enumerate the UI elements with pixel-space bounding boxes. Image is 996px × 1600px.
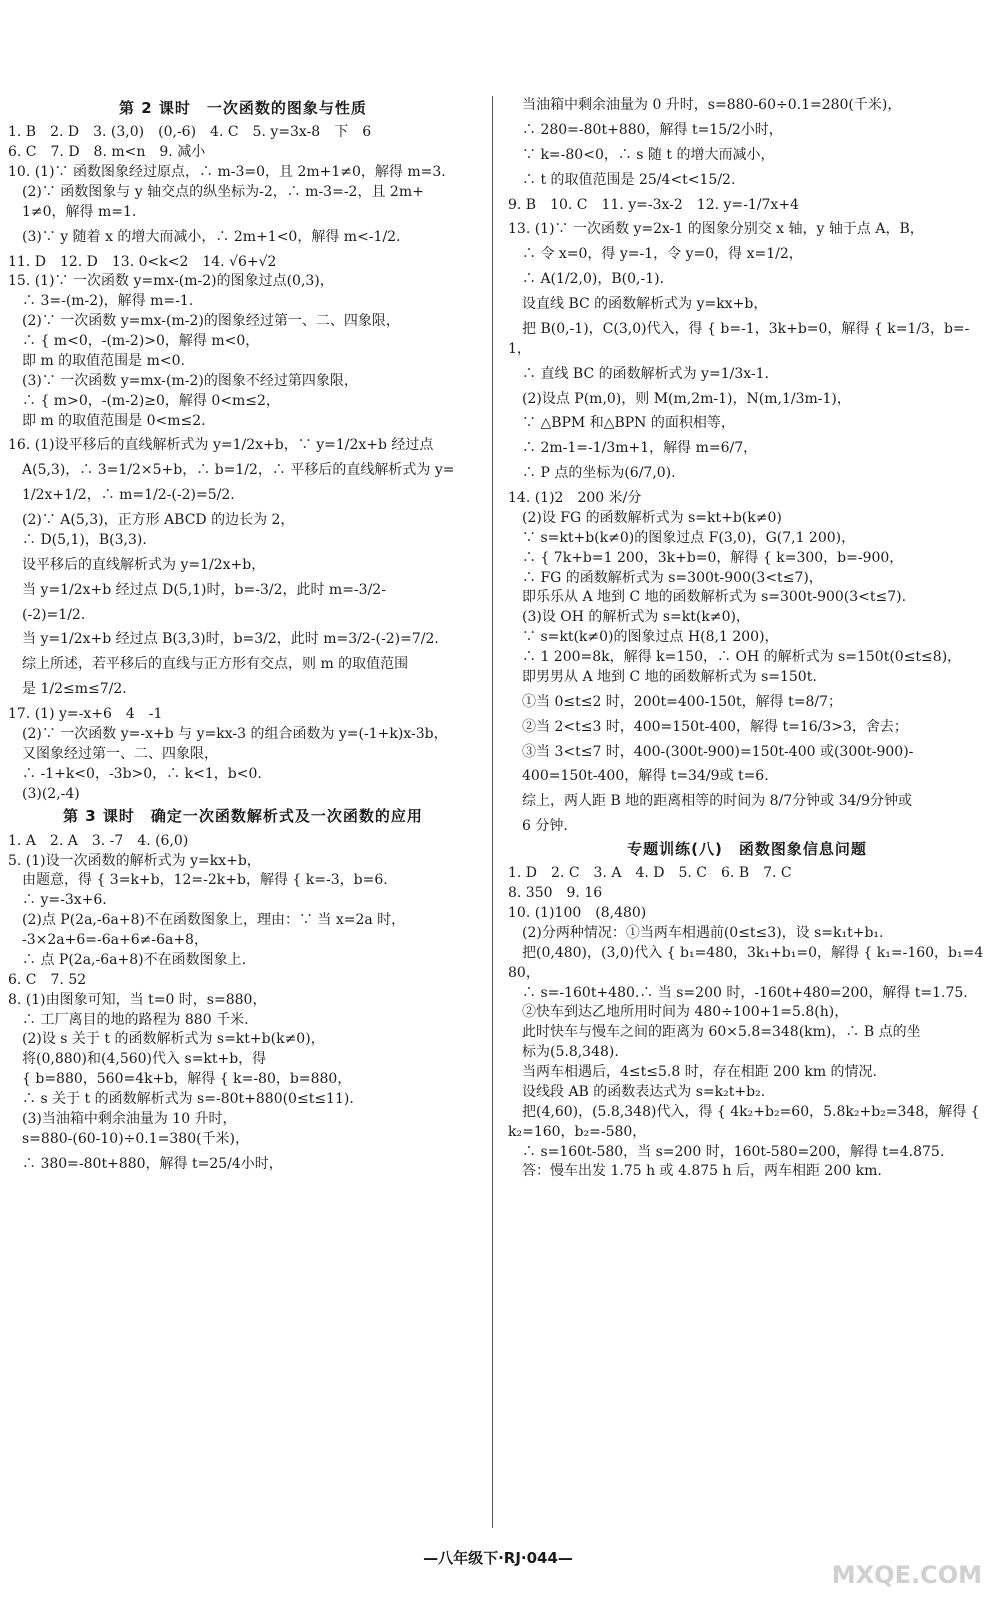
answer-line: ∴ D(5,1)，B(3,3). — [8, 531, 147, 548]
answer-line: ②当 2<t≤3 时，400=150t-400，解得 t=16/3>3，舍去； — [508, 718, 908, 735]
section-heading: 第 3 课时 确定一次函数解析式及一次函数的应用 — [63, 807, 423, 826]
answer-line: (2)∵ A(5,3)，正方形 ABCD 的边长为 2， — [8, 512, 295, 529]
answer-line: ∴ A(1/2,0)，B(0,-1). — [508, 271, 665, 288]
answer-line: 6. C 7. 52 — [8, 971, 87, 988]
answer-line: ∵ △BPM 和△BPN 的面积相等， — [508, 415, 735, 432]
answer-line: 8. (1)由图象可知，当 t=0 时，s=880， — [8, 991, 267, 1008]
answer-line: ∴ s=160t-580，当 s=200 时，160t-580=200，解得 t=4.875. — [508, 1143, 945, 1160]
answer-line: 答：慢车出发 1.75 h 或 4.875 h 后，两车相距 200 km. — [508, 1163, 882, 1180]
answer-line: 14. (1)2 200 米/分 — [508, 490, 642, 506]
answer-line: ∴ { 7k+b=1 200，3k+b=0，解得 { k=300，b=-900， — [508, 549, 904, 566]
left-column — [8, 96, 478, 1180]
answer-line: ③当 3<t≤7 时，400-(300t-900)=150t-400 或(300t-900)- — [508, 743, 914, 760]
answer-line: ∴ { m<0，-(m-2)>0，解得 m<0， — [8, 333, 260, 350]
answer-line: (3)(2,-4) — [8, 785, 80, 802]
answer-line: 16. (1)设平移后的直线解析式为 y=1/2x+b，∵ y=1/2x+b 经过点 — [8, 437, 434, 454]
watermark-logo: MXQE.COM — [831, 1560, 982, 1589]
answer-line: 6 分钟. — [508, 818, 568, 835]
answer-line: -3×2a+6=-6a+6≠-6a+8， — [8, 932, 208, 949]
answer-line: 把 B(0,-1)，C(3,0)代入，得 { b=-1，3k+b=0，解得 { k=1/3，b=-1， — [508, 320, 970, 357]
answer-line: 此时快车与慢车之间的距离为 60×5.8=348(km)，∴ B 点的坐 — [508, 1024, 921, 1041]
answer-line: (2)设点 P(m,0)，则 M(m,2m-1)，N(m,1/3m-1)， — [508, 390, 851, 407]
answer-line: 1/2x+1/2，∴ m=1/2-(-2)=5/2. — [8, 487, 235, 504]
answer-line: (2)分两种情况：①当两车相遇前(0≤t≤3)，设 s=k₁t+b₁. — [508, 924, 884, 941]
answer-line: 把(0,480)，(3,0)代入 { b₁=480，3k₁+b₁=0，解得 { k₁=-160，b₁=480， — [508, 944, 984, 981]
answer-line: 标为(5.8,348). — [508, 1044, 619, 1061]
answer-line: 设平移后的直线解析式为 y=1/2x+b， — [8, 556, 266, 573]
answer-line: { b=880，560=4k+b，解得 { k=-80，b=880， — [8, 1071, 352, 1088]
section-heading: 专题训练(八) 函数图象信息问题 — [627, 840, 867, 858]
answer-line: ∵ s=kt+b(k≠0)的图象过点 F(3,0)，G(7,1 200)， — [508, 529, 856, 546]
answer-line: ①当 0≤t≤2 时，200t=400-150t，解得 t=8/7； — [508, 693, 843, 710]
answer-line: (3)∵ y 随着 x 的增大而减小，∴ 2m+1<0，解得 m<-1/2. — [8, 228, 401, 245]
answer-line: 10. (1)100 (8,480) — [508, 905, 647, 922]
answer-line: 1. B 2. D 3. (3,0) (0,-6) 4. C 5. y=3x-8 下 6 — [8, 124, 372, 141]
answer-line: ∴ s 关于 t 的函数解析式为 s=-80t+880(0≤t≤11). — [8, 1091, 354, 1108]
answer-line: 6. C 7. D 8. m<n 9. 减小 — [8, 144, 206, 161]
answer-line: ∴ s=-160t+480.∴ 当 s=200 时，-160t+480=200，解得 t=1.75. — [508, 984, 968, 1001]
answer-line: ∴ FG 的函数解析式为 s=300t-900(3<t≤7)， — [508, 569, 823, 586]
answer-line: (-2)=1/2. — [8, 606, 86, 623]
answer-line: ∴ P 点的坐标为(6/7,0). — [508, 465, 676, 482]
answer-line: 即乐乐从 A 地到 C 地的函数解析式为 s=300t-900(3<t≤7). — [508, 589, 907, 606]
answer-line: 15. (1)∵ 一次函数 y=mx-(m-2)的图象过点(0,3)， — [8, 273, 334, 290]
answer-line: ∴ 3=-(m-2)，解得 m=-1. — [8, 293, 194, 310]
answer-line: 1. D 2. C 3. A 4. D 5. C 6. B 7. C — [508, 865, 792, 882]
answer-line: ②快车到达乙地所用时间为 480÷100+1=5.8(h)， — [508, 1004, 849, 1021]
answer-line: ∴ { m>0，-(m-2)≥0，解得 0<m≤2， — [8, 392, 280, 409]
answer-line: ∴ 直线 BC 的函数解析式为 y=1/3x-1. — [508, 365, 769, 382]
answer-line: 当 y=1/2x+b 经过点 D(5,1)时，b=-3/2，此时 m=-3/2- — [8, 581, 386, 598]
answer-line: 综上，两人距 B 地的距离相等的时间为 8/7分钟或 34/9分钟或 — [508, 793, 913, 810]
answer-line: 17. (1) y=-x+6 4 -1 — [8, 706, 163, 723]
section-heading: 第 2 课时 一次函数的图象与性质 — [119, 99, 367, 117]
answer-line: ∴ 1 200=8k，解得 k=150，∴ OH 的解析式为 s=150t(0≤t≤8)， — [508, 649, 962, 665]
answer-line: 10. (1)∵ 函数图象经过原点，∴ m-3=0，且 2m+1≠0，解得 m=3. — [8, 164, 446, 181]
answer-line: 设直线 BC 的函数解析式为 y=kx+b， — [508, 296, 768, 312]
answer-line: (3)∵ 一次函数 y=mx-(m-2)的图象不经过第四象限， — [8, 372, 358, 389]
answer-line: 当油箱中剩余油量为 0 升时，s=880-60÷0.1=280(千米)， — [508, 97, 902, 113]
answer-line: 即 m 的取值范围是 0<m≤2. — [8, 412, 206, 429]
answer-line: 1. A 2. A 3. -7 4. (6,0) — [8, 832, 189, 849]
answer-line: 综上所述，若平移后的直线与正方形有交点，则 m 的取值范围 — [8, 656, 409, 673]
answer-line: 即男男从 A 地到 C 地的函数解析式为 s=150t. — [508, 668, 817, 685]
answer-line: (2)设 s 关于 t 的函数解析式为 s=kt+b(k≠0)， — [8, 1031, 325, 1048]
answer-line: 当两车相遇后，4≤t≤5.8 时，存在相距 200 km 的情况. — [508, 1064, 877, 1081]
answer-line: ∵ k=-80<0，∴ s 随 t 的增大而减小， — [508, 146, 775, 163]
answer-line: 9. B 10. C 11. y=-3x-2 12. y=-1/7x+4 — [508, 196, 799, 213]
answer-line: ∴ -1+k<0，-3b>0，∴ k<1，b<0. — [8, 765, 262, 782]
answer-line: ∴ t 的取值范围是 25/4<t<15/2. — [508, 171, 736, 188]
answer-line: s=880-(60-10)÷0.1=380(千米)， — [8, 1130, 250, 1147]
answer-line: (3)设 OH 的解析式为 s=kt(k≠0)， — [508, 609, 750, 626]
answer-line: ∴ 工厂离目的地的路程为 880 千米. — [8, 1011, 249, 1028]
column-divider — [492, 96, 493, 1528]
answer-line: (2)∵ 函数图象与 y 轴交点的纵坐标为-2，∴ m-3=-2，且 2m+ — [8, 183, 424, 200]
answer-line: 5. (1)设一次函数的解析式为 y=kx+b， — [8, 852, 261, 869]
answer-line: 1≠0，解得 m=1. — [8, 203, 137, 220]
answer-line: ∴ 280=-80t+880，解得 t=15/2小时， — [508, 121, 783, 138]
answer-line: (2)∵ 一次函数 y=mx-(m-2)的图象经过第一、二、四象限， — [8, 313, 400, 330]
answer-line: ∴ 令 x=0，得 y=-1，令 y=0，得 x=1/2， — [508, 246, 803, 263]
answer-line: (2)设 FG 的函数解析式为 s=kt+b(k≠0) — [508, 509, 782, 526]
answer-line: (2)点 P(2a,-6a+8)不在函数图象上，理由：∵ 当 x=2a 时， — [8, 912, 406, 929]
right-column — [508, 96, 986, 1182]
answer-line: 8. 350 9. 16 — [508, 885, 603, 902]
answer-line: 400=150t-400，解得 t=34/9或 t=6. — [508, 768, 769, 785]
answer-line: 13. (1)∵ 一次函数 y=2x-1 的图象分别交 x 轴，y 轴于点 A，B， — [508, 221, 924, 238]
answer-line: 由题意，得 { 3=k+b，12=-2k+b，解得 { k=-3，b=6. — [8, 872, 388, 889]
page-footer: —八年级下·RJ·044— — [423, 1549, 573, 1567]
answer-line: 把(4,60)，(5.8,348)代入，得 { 4k₂+b₂=60，5.8k₂+b₂=348，解得 { k₂=160，b₂=-580， — [508, 1103, 985, 1140]
answer-line: (3)当油箱中剩余油量为 10 升时， — [8, 1110, 237, 1127]
answer-line: 即 m 的取值范围是 m<0. — [8, 352, 185, 369]
answer-line: 11. D 12. D 13. 0<k<2 14. √6+√2 — [8, 253, 277, 270]
answer-line: ∴ 点 P(2a,-6a+8)不在函数图象上. — [8, 951, 247, 968]
answer-line: ∵ s=kt(k≠0)的图象过点 H(8,1 200)， — [508, 629, 779, 646]
answer-line: (2)∵ 一次函数 y=-x+b 与 y=kx-3 的组合函数为 y=(-1+k)x-3b， — [8, 725, 448, 742]
answer-line: 是 1/2≤m≤7/2. — [8, 681, 127, 698]
answer-line: ∴ 2m-1=-1/3m+1，解得 m=6/7， — [508, 440, 758, 457]
answer-line: 又图象经过第一、二、四象限， — [8, 745, 218, 762]
answer-line: 将(0,880)和(4,560)代入 s=kt+b，得 — [8, 1051, 267, 1068]
answer-line: 当 y=1/2x+b 经过点 B(3,3)时，b=3/2，此时 m=3/2-(-2)=7/2. — [8, 631, 439, 648]
answer-line: A(5,3)，∴ 3=1/2×5+b，∴ b=1/2，∴ 平移后的直线解析式为 y= — [8, 462, 455, 479]
answer-line: 设线段 AB 的函数表达式为 s=k₂t+b₂. — [508, 1083, 766, 1100]
answer-line: ∴ 380=-80t+880，解得 t=25/4小时， — [8, 1155, 283, 1172]
answer-line: ∴ y=-3x+6. — [8, 892, 107, 909]
